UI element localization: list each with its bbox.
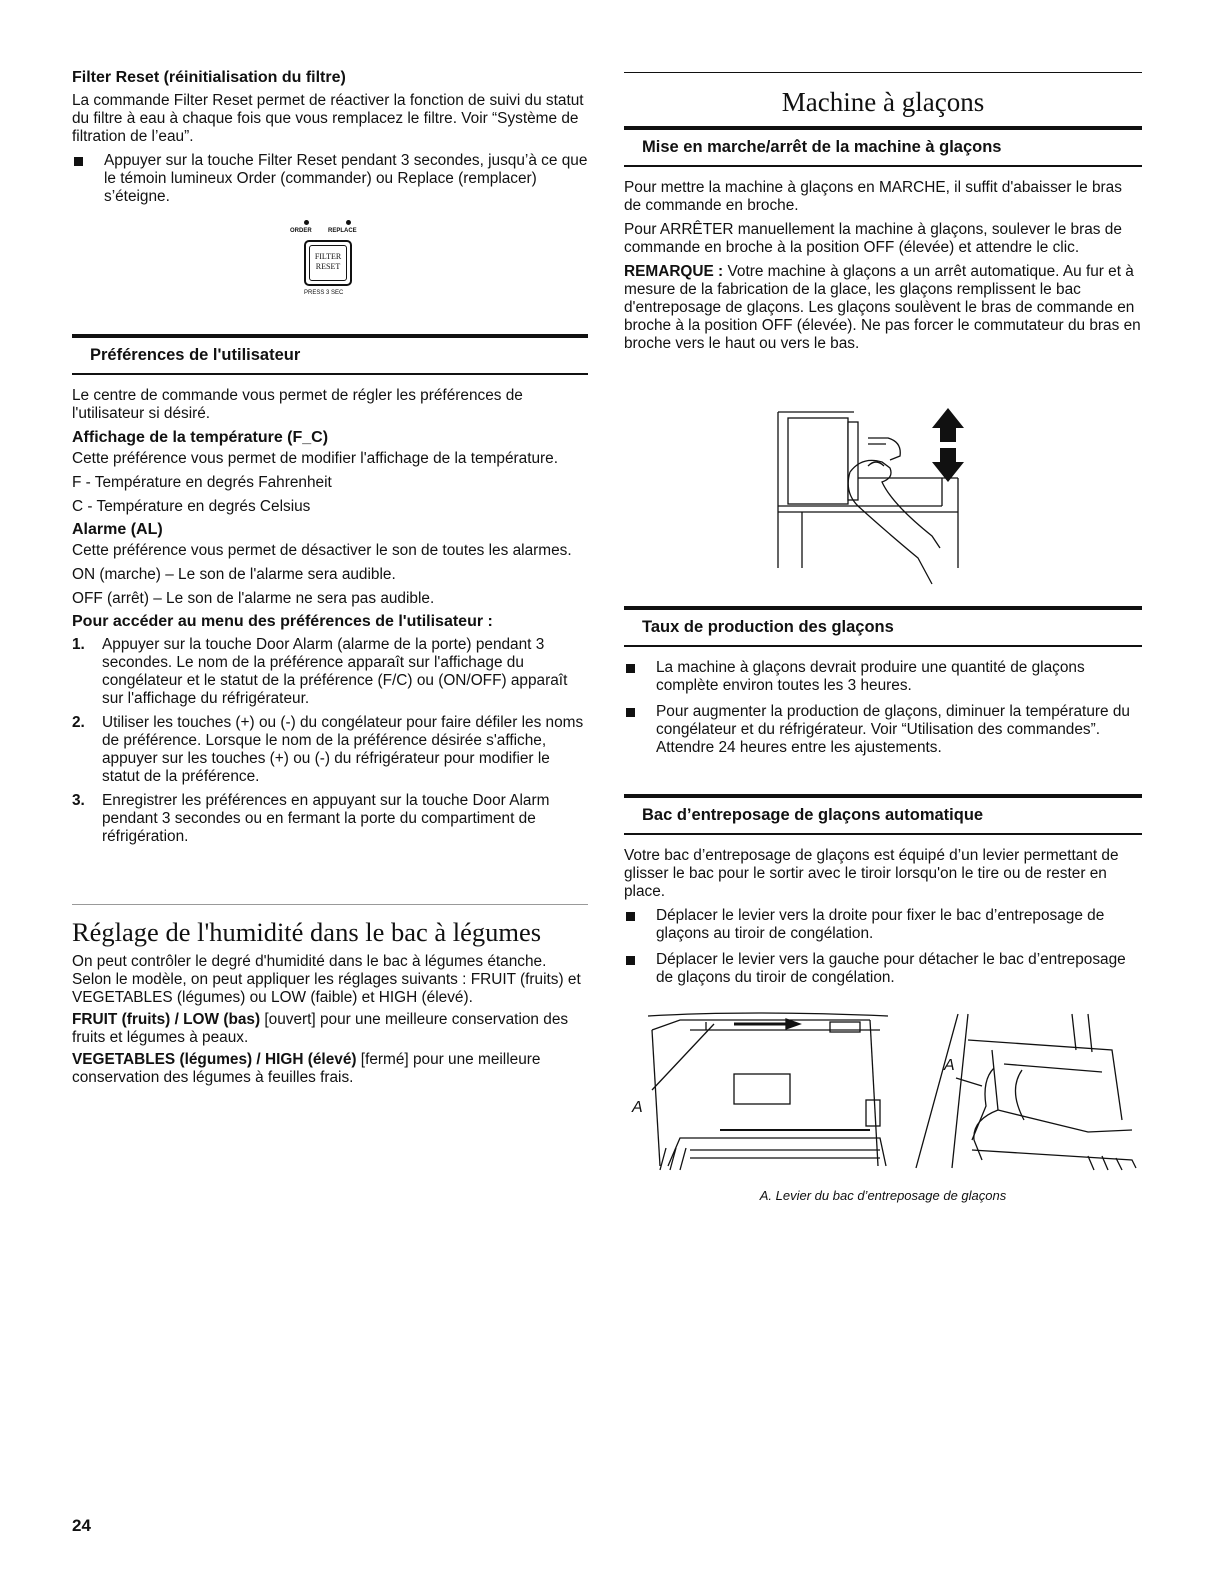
step-text: Enregistrer les préférences en appuyant sur la touche Door Alarm pendant 3 secondes ou en fermant la porte du compartiment de réfrigération. — [102, 792, 550, 845]
alarm-heading: Alarme (AL) — [72, 521, 163, 538]
fruit-text: [ouvert] pour une meilleure conservation des fruits et légumes à peaux. — [72, 1011, 569, 1046]
title-rule — [624, 72, 1142, 73]
alarm-text: Cette préférence vous permet de désactiver le son de toutes les alarmes. — [72, 542, 572, 559]
list-item — [72, 636, 588, 708]
preference-steps — [72, 636, 588, 846]
replace-label: REPLACE — [328, 228, 357, 234]
list-item: La machine à glaçons devrait produire une quantité de glaçons complète environ toutes les 3 heures. — [624, 659, 1142, 695]
list-item: Pour augmenter la production de glaçons, diminuer la température du congélateur et du réfrigérateur. Voir “Utilisation des commandes”. Attendre 24 heures entre les ajustements. — [624, 703, 1142, 757]
onoff-heading: Mise en marche/arrêt de la machine à glaçons — [624, 126, 1142, 167]
onoff-p2: Pour ARRÊTER manuellement la machine à glaçons, soulever le bras de commande en broche à la position OFF (élevée) et attendre le clic. — [624, 221, 1122, 256]
ice-bin-lever-illustration-right — [912, 1010, 1138, 1172]
temperature-c: C - Température en degrés Celsius — [72, 498, 311, 515]
humidity-intro: On peut contrôler le degré d'humidité dans le bac à légumes étanche. Selon le modèle, on peut appliquer les réglages suivants : FRUIT (fruits) et VEGETABLES (légumes) ou LOW (faible) et HIGH (élevé). — [72, 953, 581, 1006]
list-item: Déplacer le levier vers la droite pour fixer le bac d’entreposage de glaçons au tiroir de congélation. — [624, 907, 1142, 943]
order-indicator-icon — [304, 220, 309, 225]
filter-reset-button-face — [309, 245, 347, 281]
preferences-section — [72, 334, 588, 846]
fruit-setting — [72, 1011, 588, 1047]
bin-heading: Bac d’entreposage de glaçons automatique — [624, 794, 1142, 835]
filter-reset-intro: La commande Filter Reset permet de réactiver la fonction de suivi du statut du filtre à eau à chaque fois que vous remplacez le filtre. Voir “Système de filtration de l’eau”. — [72, 92, 584, 145]
step-number: 2. — [72, 714, 85, 731]
list-item — [72, 714, 588, 786]
order-label: ORDER — [290, 228, 312, 234]
figure-caption: A. Levier du bac d’entreposage de glaçons — [759, 1188, 1007, 1203]
rate-bullets — [624, 659, 1142, 757]
button-line-1: FILTER — [314, 252, 342, 261]
vegetables-label: VEGETABLES (légumes) / HIGH (élevé) — [72, 1051, 357, 1068]
filter-reset-section — [72, 68, 588, 206]
filter-reset-heading: Filter Reset (réinitialisation du filtre) — [72, 69, 346, 86]
list-item — [72, 792, 588, 846]
step-text: Utiliser les touches (+) ou (-) du congélateur pour faire défiler les noms de préférence. Lorsque le nom de la préférence désirée s'affiche, appuyer sur les touches (+) ou (-) du réfrigérateur pour modifier le statut de la préférence. — [102, 714, 584, 785]
onoff-note — [624, 263, 1142, 353]
alarm-on: ON (marche) – Le son de l'alarme sera audible. — [72, 566, 396, 583]
replace-indicator-icon — [346, 220, 351, 225]
press-label: PRESS 3 SEC — [304, 290, 344, 296]
onoff-p1: Pour mettre la machine à glaçons en MARCHE, il suffit d'abaisser le bras de commande en broche. — [624, 179, 1122, 214]
ice-bin-lever-illustration-left — [630, 1010, 902, 1172]
step-text: Appuyer sur la touche Door Alarm (alarme de la porte) pendant 3 secondes. Le nom de la préférence apparaît sur l'affichage du congélateur et le statut de la préférence (F/C) ou (ON/OFF) apparaît sur l'affichage du réfrigérateur. — [102, 636, 568, 707]
up-down-arrows-icon — [932, 408, 964, 482]
note-text: Votre machine à glaçons a un arrêt automatique. Au fur et à mesure de la fabrication de la glace, les glaçons remplissent le bac d'entreposage de glaçons. Les glaçons soulèvent le bras de commande en broche à la position OFF (élevée). Ne pas forcer le commutateur du bras en broche vers le haut ou vers le bas. — [624, 263, 1141, 352]
temperature-text: Cette préférence vous permet de modifier l'affichage de la température. — [72, 450, 559, 467]
temperature-f: F - Température en degrés Fahrenheit — [72, 474, 332, 491]
temperature-heading: Affichage de la température (F_C) — [72, 429, 329, 446]
vegetables-setting — [72, 1051, 588, 1087]
humidity-heading: Réglage de l'humidité dans le bac à légumes — [72, 917, 542, 947]
bin-intro: Votre bac d’entreposage de glaçons est équipé d’un levier permettant de glisser le bac pour le sortir avec le tiroir lorsqu'on le tire ou de rester en place. — [624, 847, 1119, 900]
filter-reset-panel-illustration — [290, 220, 370, 304]
list-item: Déplacer le levier vers la gauche pour détacher le bac d’entreposage de glaçons du tiroir de congélation. — [624, 951, 1142, 987]
step-number: 1. — [72, 636, 85, 653]
button-line-2: RESET — [315, 262, 341, 271]
label-a-left: A — [632, 1099, 643, 1116]
humidity-section — [72, 915, 588, 1087]
ice-bin-section — [624, 794, 1142, 987]
ice-maker-onoff-section — [624, 126, 1142, 353]
step-number: 3. — [72, 792, 85, 809]
ice-maker-arm-illustration — [772, 408, 1002, 598]
filter-reset-bullets — [72, 152, 588, 206]
preferences-intro: Le centre de commande vous permet de régler les préférences de l'utilisateur si désiré. — [72, 387, 523, 422]
bin-bullets — [624, 907, 1142, 987]
production-rate-section — [624, 606, 1142, 757]
access-heading: Pour accéder au menu des préférences de l'utilisateur : — [72, 613, 493, 630]
preferences-heading: Préférences de l'utilisateur — [72, 334, 588, 375]
page-number: 24 — [72, 1516, 91, 1535]
section-divider — [72, 904, 588, 905]
alarm-off: OFF (arrêt) – Le son de l'alarme ne sera pas audible. — [72, 590, 435, 607]
label-a-right: A — [944, 1057, 955, 1074]
filter-reset-button-frame — [304, 240, 352, 286]
fruit-label: FRUIT (fruits) / LOW (bas) — [72, 1011, 261, 1028]
note-label: REMARQUE : — [624, 263, 724, 280]
vegetables-text: [fermé] pour une meilleure conservation des légumes à feuilles frais. — [72, 1051, 541, 1086]
list-item: Appuyer sur la touche Filter Reset pendant 3 secondes, jusqu’à ce que le témoin lumineux Order (commander) ou Replace (remplacer) s’éteigne. — [72, 152, 588, 206]
rate-heading: Taux de production des glaçons — [624, 606, 1142, 647]
ice-maker-title: Machine à glaçons — [781, 87, 985, 117]
